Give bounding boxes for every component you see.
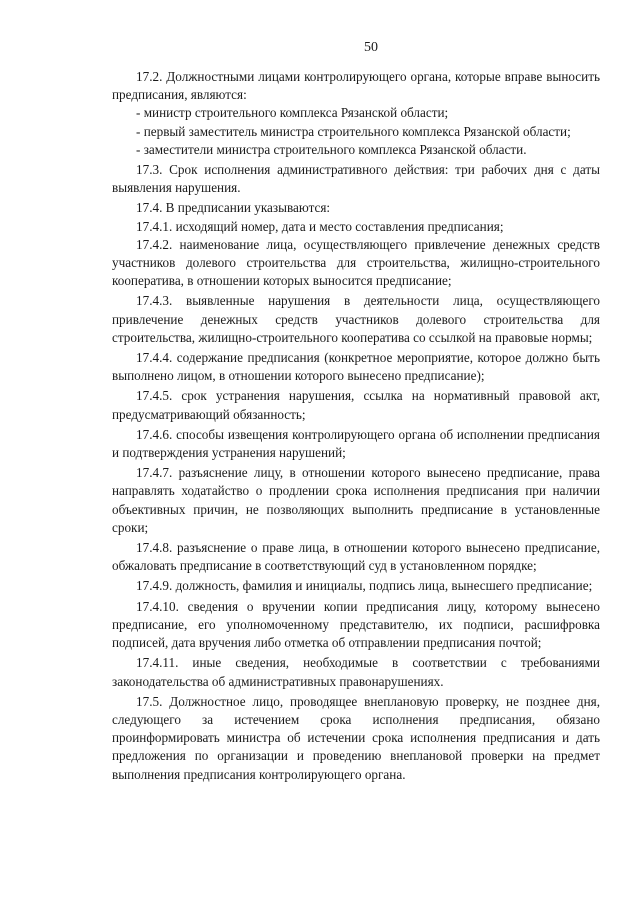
document-body — [112, 68, 600, 784]
list-item-minister: - министр строительного комплекса Рязанской области; — [136, 105, 449, 121]
paragraph-17-4-9: 17.4.9. должность, фамилия и инициалы, подпись лица, вынесшего предписание; — [136, 578, 593, 594]
paragraph-17-3: 17.3. Срок исполнения административного действия: три рабочих дня с даты выявления нарушения. — [112, 162, 600, 196]
paragraph-17-4-2: 17.4.2. наименование лица, осуществляющего привлечение денежных средств участников долевого строительства для строительства, жилищно-строительного кооператива, в отношении которых выносится предписание; — [112, 236, 600, 289]
paragraph-17-4-6: 17.4.6. способы извещения контролирующего органа об исполнении предписания и подтверждения устранения нарушений; — [112, 426, 600, 461]
paragraph-17-5: 17.5. Должностное лицо, проводящее внеплановую проверку, не позднее дня, следующего за истечением срока исполнения предписания, обязано проинформировать министра об истечении срока исполнения предписания и дать предложения по организации и проведению внеплановой проверки на предмет выполнения предписания контролирующего органа. — [112, 693, 600, 782]
paragraph-17-4-5: 17.4.5. срок устранения нарушения, ссылка на нормативный правовой акт, предусматривающий обязанность; — [112, 388, 600, 422]
paragraph-17-4-10: 17.4.10. сведения о вручении копии предписания лицу, которому вынесено предписание, его уполномоченному представителю, их подписи, расшифровка подписей, дата вручения либо отметка об отправлении предписания почтой; — [112, 598, 600, 651]
paragraph-17-4-4: 17.4.4. содержание предписания (конкретное мероприятие, которое должно быть выполнено лицом, в отношении которого вынесено предписание); — [112, 350, 600, 384]
paragraph-17-4: 17.4. В предписании указываются: — [136, 200, 331, 216]
paragraph-17-4-8: 17.4.8. разъяснение о праве лица, в отношении которого вынесено предписание, обжаловать предписание в соответствующий суд в установленном порядке; — [112, 540, 600, 574]
paragraph-17-2: 17.2. Должностными лицами контролирующего органа, которые вправе выносить предписания, являются: — [112, 69, 600, 103]
list-item-deputies: - заместители министра строительного комплекса Рязанской области. — [136, 141, 527, 157]
list-item-first-deputy: - первый заместитель министра строительного комплекса Рязанской области; — [136, 123, 571, 139]
page-number: 50 — [364, 40, 378, 55]
paragraph-17-4-1: 17.4.1. исходящий номер, дата и место составления предписания; — [136, 218, 504, 234]
paragraph-17-4-11: 17.4.11. иные сведения, необходимые в соответствии с требованиями законодательства об административных правонарушениях. — [112, 655, 600, 689]
paragraph-17-4-3: 17.4.3. выявленные нарушения в деятельности лица, осуществляющего привлечение денежных средств участников долевого строительства для строительства, жилищно-строительного кооператива со ссылкой на правовые нормы; — [112, 293, 600, 345]
paragraph-17-4-7: 17.4.7. разъяснение лицу, в отношении которого вынесено предписание, права направлять ходатайство о продлении срока исполнения предписания при наличии объективных причин, не позволяющих выполнить предписание в установленные сроки; — [112, 465, 600, 535]
